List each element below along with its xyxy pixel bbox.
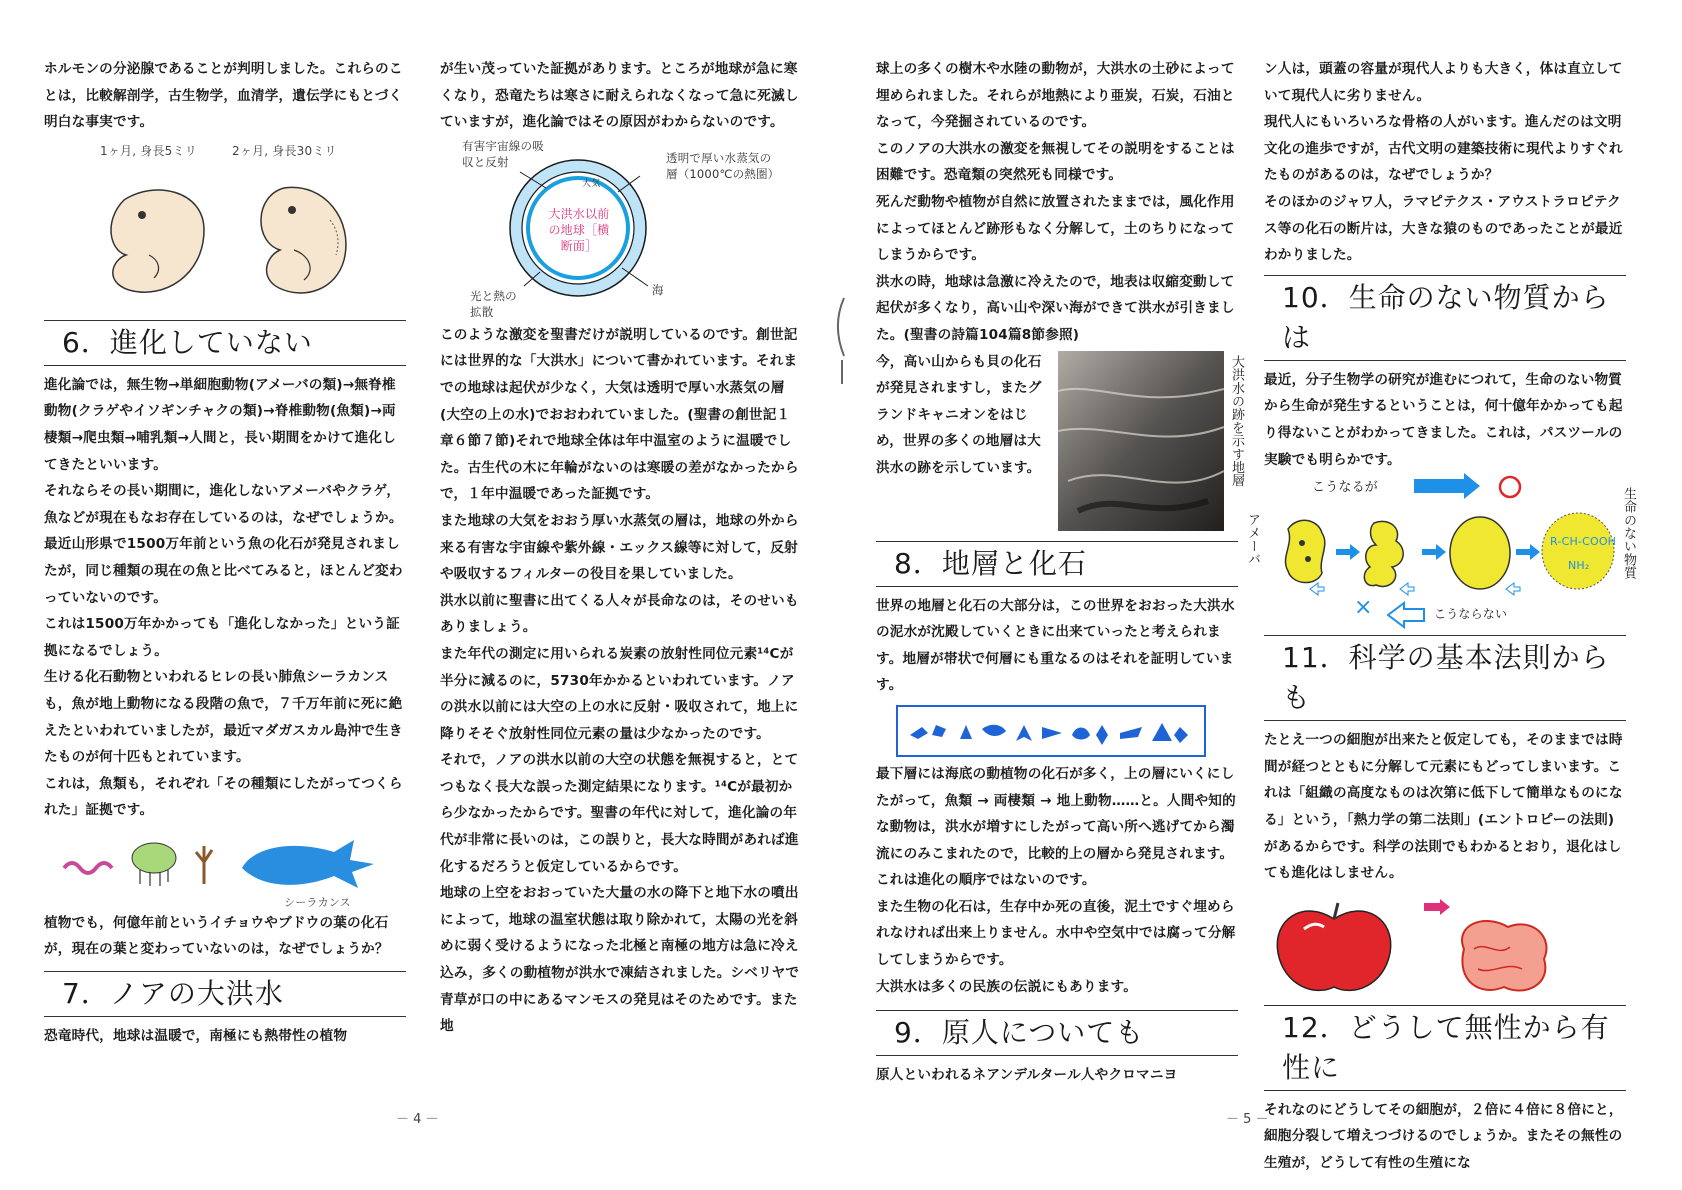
label-amoeba: アメーバ (1245, 513, 1260, 566)
heading-6: 6．進化していない (44, 320, 406, 366)
label-lifeless-matter: 生命のない物質 (1621, 487, 1636, 580)
strata-photo-caption: 大洪水の跡を示す地層 (1229, 354, 1244, 487)
paragraph: 今，高い山からも貝の化石が発見されますし，またグランドキャニオンをはじめ，世界の多くの地層は大洪水の跡を示しています。 (876, 353, 1042, 476)
paragraph: 生ける化石動物といわれるヒレの長い肺魚シーラカンスも，魚が地上動物になる段階の魚で，７千万年前に死に絶えたといわれていましたが，最近マダガスカル島沖で生きたものが何十匹もとれています。 (44, 669, 403, 766)
binding-marks (828, 296, 858, 386)
formula-amino-acid: R-CH-COOH (1550, 535, 1617, 549)
paragraph: それならその長い期間に，進化しないアメーバやクラゲ，魚などが現在もなお存在しているのは，なぜでしょうか。 (44, 483, 403, 526)
coelacanth-caption: シーラカンス (284, 895, 351, 909)
label-would-become: こうなるが (1312, 480, 1379, 496)
paragraph: それなのにどうしてその細胞が，２倍に４倍に８倍にと，細胞分裂して増えつづけるのでしょうか。またその無性の生殖が，どうして有性の生殖にな (1264, 1101, 1623, 1171)
label-sea: 海 (652, 282, 664, 297)
animals-figure (44, 824, 406, 910)
earth-figure (440, 136, 802, 322)
paragraph: 世界の地層と化石の大部分は，この世界をおおった大洪水の泥水が沈殿していくときに出来ていったと考えられます。地層が帯状で何層にも重なるのはそれを証明しています。 (876, 597, 1235, 694)
embryo-figure (44, 136, 406, 314)
paragraph: が生い茂っていた証拠があります。ところが地球が急に寒くなり，恐竜たちは寒さに耐えられなくなって急に死滅していますが，進化論ではその原因がわからないのです。 (440, 61, 799, 131)
paragraph: 大洪水は多くの民族の伝説にもあります。 (876, 978, 1137, 995)
apple-figure (1264, 889, 1626, 999)
paragraph: 恐竜時代，地球は温暖で，南極にも熱帯性の植物 (44, 1028, 348, 1045)
paragraph: そのほかのジャワ人，ラマピテクス・アウストラロピテクス等の化石の断片は，大きな猿のものであったことが最近わかりました。 (1264, 193, 1623, 264)
label-cosmic-rays: 有害宇宙線の吸収と反射 (462, 138, 544, 169)
column-4 (1245, 56, 1636, 1176)
paragraph: これは1500万年かかっても「進化しなかった」という証拠になるでしょう。 (44, 616, 400, 659)
label-would-not-become: こうならない (1434, 607, 1508, 622)
paragraph: 洪水以前に聖書に出てくる人々が長命なのは，そのせいもありましょう。 (440, 592, 799, 636)
paragraph: このノアの大洪水の激変を無視してその説明をすることは困難です。恐竜類の突然死も同様です。 (876, 140, 1235, 184)
heading-7: 7．ノアの大洪水 (44, 971, 406, 1017)
label-air: 大気 (582, 178, 601, 189)
paragraph: 死んだ動物や植物が自然に放置されたままでは，風化作用によってほとんど跡形もなく分解して，土のちりになってしまうからです。 (876, 193, 1235, 264)
earth-center-text: 大洪水以前の地球［横断面］ (548, 206, 610, 253)
paragraph: 最下層には海底の動植物の化石が多く，上の層にいくにしたがって，魚類 → 両棲類 → 地上動物……と。人間や知的な動物は，洪水が増すにしたがって高い所へ逃げてから濁流にのみこまれたので，比較的上の層から発見されます。これは進化の順序ではないのです。 (876, 765, 1236, 889)
embryo-illustration (54, 160, 394, 310)
paragraph: これは，魚類も，それぞれ「その種類にしたがってつくられた」証拠です。 (44, 775, 403, 819)
heading-11: 11．科学の基本法則からも (1264, 635, 1626, 721)
animals-illustration (54, 828, 394, 898)
paragraph: 植物でも，何億年前というイチョウやブドウの葉の化石が，現在の葉と変わっていないのは，なぜでしょうか？ (44, 914, 389, 958)
paragraph: 最近山形県で1500万年前という魚の化石が発見されましたが，同じ種類の現在の魚と比べてみると，ほとんど変わっていないのです。 (44, 536, 403, 606)
heading-8: 8．地層と化石 (876, 541, 1238, 587)
paragraph: 原人といわれるネアンデルタール人やクロマニヨ (876, 1067, 1178, 1084)
fossil-band-figure (896, 705, 1206, 757)
heading-9: 9．原人についても (876, 1010, 1238, 1056)
label-light-heat: 光と熱の拡散 (470, 288, 517, 319)
formula-nh2: NH₂ (1568, 559, 1590, 573)
paragraph: ホルモンの分泌腺であることが判明しました。これらのことは，比較解剖学，古生物学，血清学，遺伝学にもとづく明白な事実です。 (44, 61, 403, 131)
strata-photo (1058, 351, 1224, 531)
embryo-label-1: 1ヶ月, 身長5ミリ (100, 143, 197, 158)
heading-10: 10．生命のない物質からは (1264, 275, 1626, 361)
paragraph: 最近，分子生物学の研究が進むにつれて，生命のない物質から生命が発生するということは，何十億年かかっても起り得ないことがわかってきました。これは，パスツールの実験でも明らかです。 (1264, 371, 1623, 468)
paragraph: また地球の大気をおおう厚い水蒸気の層は，地球の外から来る有害な宇宙線や紫外線・エックス線等に対して，反射や吸収するフィルターの役目を果していました。 (440, 512, 799, 583)
paragraph: それで，ノアの洪水以前の大空の状態を無視すると，とてつもなく長大な誤った測定結果になります。¹⁴Cが最初から少なかったからです。聖書の年代に対して，進化論の年代が非常に長いのは，この誤りと，長大な時間があれば進化するだろうと仮定しているからです。 (440, 752, 799, 875)
paragraph: また生物の化石は，生存中か死の直後，泥土ですぐ埋められなければ出来上りません。水中や空気中では腐って分解してしまうからです。 (876, 898, 1236, 969)
strata-block (876, 349, 1244, 535)
page-number-right: － 5 － (1226, 1112, 1269, 1127)
paragraph: 洪水の時，地球は急激に冷えたので，地表は収縮変動して起伏が多くなり，高い山や深い海ができて洪水が引きました。(聖書の詩篇104篇8節参照) (876, 273, 1235, 343)
column-2 (440, 56, 802, 1040)
column-3 (876, 56, 1244, 1089)
paragraph: 進化論では，無生物→単細胞動物(アメーバの類)→無脊椎動物(クラゲやイソギンチャクの類)→脊椎動物(魚類)→両棲類→爬虫類→哺乳類→人間と，長い期間をかけて進化してきたといいます。 (44, 376, 397, 473)
paragraph: ン人は，頭蓋の容量が現代人よりも大きく，体は直立していて現代人に劣りません。 (1264, 61, 1623, 104)
page-number-left: － 4 － (396, 1112, 439, 1127)
life-origin-figure (1245, 473, 1636, 629)
paragraph: 現代人にもいろいろな骨格の人がいます。進んだのは文明文化の進歩ですが，古代文明の建築技術に現代よりすぐれたものがあるのは，なぜでしょうか？ (1264, 114, 1623, 184)
column-1 (44, 56, 406, 1050)
heading-12: 12．どうして無性から有性に (1264, 1005, 1626, 1091)
paragraph: 球上の多くの樹木や水陸の動物が，大洪水の土砂によって埋められました。それらが地熱により亜炭，石炭，石油となって，今発掘されているのです。 (876, 61, 1235, 131)
embryo-label-2: 2ヶ月, 身長30ミリ (232, 143, 337, 158)
paragraph: 地球の上空をおおっていた大量の水の降下と地下水の噴出によって，地球の温室状態は取り除かれて，太陽の光を斜めに弱く受けるようになった北極と南極の地方は急に冷え込み，多くの動植物が洪水で凍結されました。シベリヤで青草が口の中にあるマンモスの発見はそのためです。また地 (440, 885, 800, 1035)
paragraph: また年代の測定に用いられる炭素の放射性同位元素¹⁴Cが半分に減るのに，5730年かかるといわれています。ノアの洪水以前には大空の上の水に反射・吸収されて，地上に降りそそぐ放射性同位元素の量は少なかったのです。 (440, 645, 799, 742)
paragraph: このような激変を聖書だけが説明しているのです。創世記には世界的な「大洪水」について書かれています。それまでの地球は起伏が少なく，大気は透明で厚い水蒸気の層(大空の上の水)でおおわれていました。(聖書の創世記１章６節７節)それで地球全体は年中温室のように温暖でした。古生代の木に年輪がないのは寒暖の差がなかったからで，１年中温暖であった証拠です。 (440, 326, 799, 503)
paragraph: たとえ一つの細胞が出来たと仮定しても，そのままでは時間が経つとともに分解して元素にもどってしまいます。これは「組織の高度なものは次第に低下して簡単なものになる」という，「熱力学の第二法則」(エントロピーの法則)があるからです。科学の法則でもわかるとおり，退化はしても進化はしません。 (1264, 732, 1623, 882)
label-vapor-layer: 透明で厚い水蒸気の層（1000℃の熱圏） (666, 150, 780, 181)
cross-mark: × (1354, 595, 1373, 621)
